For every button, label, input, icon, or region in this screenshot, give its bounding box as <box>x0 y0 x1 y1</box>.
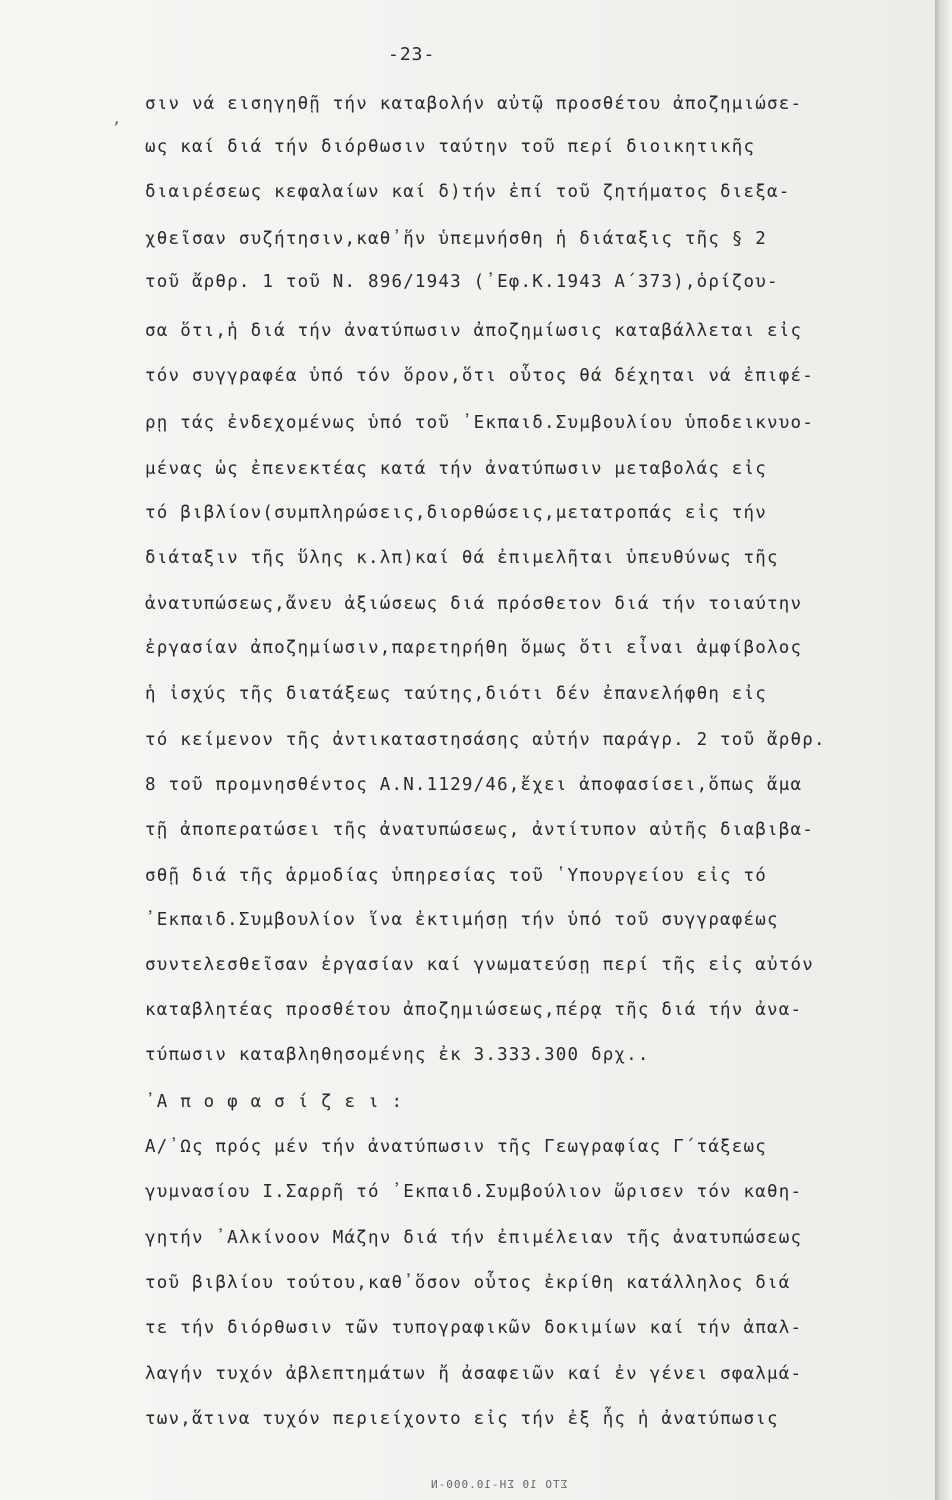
text-line: καταβλητέας προσθέτου ἀποζημιώσεως,πέρᾳ τῆς διά τήν ἀνα- <box>145 1000 803 1020</box>
text-line: σιν νά εισηγηθῇ τήν καταβολήν αὐτῷ προσθέτου ἀποζημιώσε- <box>145 94 803 114</box>
text-line: τοῦ βιβλίου τούτου,καθ᾽ὅσον οὗτος ἐκρίθη κατάλληλος διά <box>145 1273 791 1293</box>
text-line: των,ἅτινα τυχόν περιείχοντο εἰς τήν ἐξ ἧς ἡ ἀνατύπωσις <box>145 1409 779 1429</box>
text-line: γητήν ᾽Αλκίνοον Μάζην διά τήν ἐπιμέλειαν τῆς ἀνατυπώσεως <box>145 1228 803 1248</box>
footer-print-mark: ΣΤΟ 10 ΣΗ-10.000-Ν <box>430 1478 568 1491</box>
page-number: -23- <box>388 44 436 65</box>
text-line: τε τήν διόρθωσιν τῶν τυπογραφικῶν δοκιμίων καί τήν ἀπαλ- <box>145 1318 803 1338</box>
text-line: σθῇ διά τῆς ἁρμοδίας ὑπηρεσίας τοῦ ῾Υπουργείου εἰς τό <box>145 866 768 886</box>
text-line: τύπωσιν καταβληθησομένης ἐκ 3.333.300 δρχ.. <box>145 1045 650 1065</box>
text-line: ως καί διά τήν διόρθωσιν ταύτην τοῦ περί διοικητικῆς <box>145 137 756 157</box>
text-line: ᾽Εκπαιδ.Συμβουλίον ἵνα ἐκτιμήσῃ τήν ὑπό τοῦ συγγραφέως <box>145 910 779 930</box>
text-line: τόν συγγραφέα ὑπό τόν ὅρον,ὅτι οὗτος θά δέχηται νά ἐπιφέ- <box>145 366 814 386</box>
text-line: τό βιβλίον(συμπληρώσεις,διορθώσεις,μετατροπάς εἰς τήν <box>145 503 768 523</box>
margin-mark: ʼ <box>112 120 121 136</box>
text-line: Α/᾽Ως πρός μέν τήν ἀνατύπωσιν τῆς Γεωγραφίας Γ΄τάξεως <box>145 1137 768 1157</box>
text-line: μένας ὡς ἐπενεκτέας κατά τήν ἀνατύπωσιν μεταβολάς εἰς <box>145 459 768 479</box>
text-line: συντελεσθεῖσαν ἐργασίαν καί γνωματεύσῃ περί τῆς εἰς αὐτόν <box>145 955 814 975</box>
text-line: ᾽Α π ο φ α σ ί ζ ε ι : <box>145 1092 404 1112</box>
text-line: σα ὅτι,ἡ διά τήν ἀνατύπωσιν ἀποζημίωσις καταβάλλεται εἰς <box>145 321 803 341</box>
text-line: λαγήν τυχόν ἀβλεπτημάτων ἤ ἀσαφειῶν καί ἐν γένει σφαλμά- <box>145 1364 803 1384</box>
page-edge <box>935 0 952 1500</box>
text-line: ρῃ τάς ἐνδεχομένως ὑπό τοῦ ᾽Εκπαιδ.Συμβουλίου ὑποδεικνυο- <box>145 413 814 433</box>
text-line: ἀνατυπώσεως,ἄνευ ἀξιώσεως διά πρόσθετον διά τήν τοιαύτην <box>145 594 803 614</box>
text-line: τῇ ἀποπερατώσει τῆς ἀνατυπώσεως, ἀντίτυπον αὐτῆς διαβιβα- <box>145 820 814 840</box>
text-line: χθεῖσαν συζήτησιν,καθ᾽ἥν ὑπεμνήσθη ἡ διάταξις τῆς § 2 <box>145 229 768 249</box>
text-line: ἡ ἰσχύς τῆς διατάξεως ταύτης,διότι δέν ἐπανελήφθη εἰς <box>145 684 768 704</box>
text-line: τοῦ ἄρθρ. 1 τοῦ Ν. 896/1943 (᾽Εφ.Κ.1943 Α΄373),ὁρίζου- <box>145 272 779 292</box>
text-line: γυμνασίου Ι.Σαρρῆ τό ᾽Εκπαιδ.Συμβούλιον ὥρισεν τόν καθη- <box>145 1182 803 1202</box>
text-line: 8 τοῦ προμνησθέντος Α.Ν.1129/46,ἔχει ἀποφασίσει,ὅπως ἅμα <box>145 775 803 795</box>
text-line: διάταξιν τῆς ὕλης κ.λπ)καί θά ἐπιμελῆται ὑπευθύνως τῆς <box>145 548 779 568</box>
text-line: τό κείμενον τῆς ἀντικαταστησάσης αὐτήν παράγρ. 2 τοῦ ἄρθρ. <box>145 730 826 750</box>
text-line: ἐργασίαν ἀποζημίωσιν,παρετηρήθη ὅμως ὅτι εἶναι ἀμφίβολος <box>145 638 803 658</box>
text-line: διαιρέσεως κεφαλαίων καί δ)τήν ἐπί τοῦ ζητήματος διεξα- <box>145 182 791 202</box>
